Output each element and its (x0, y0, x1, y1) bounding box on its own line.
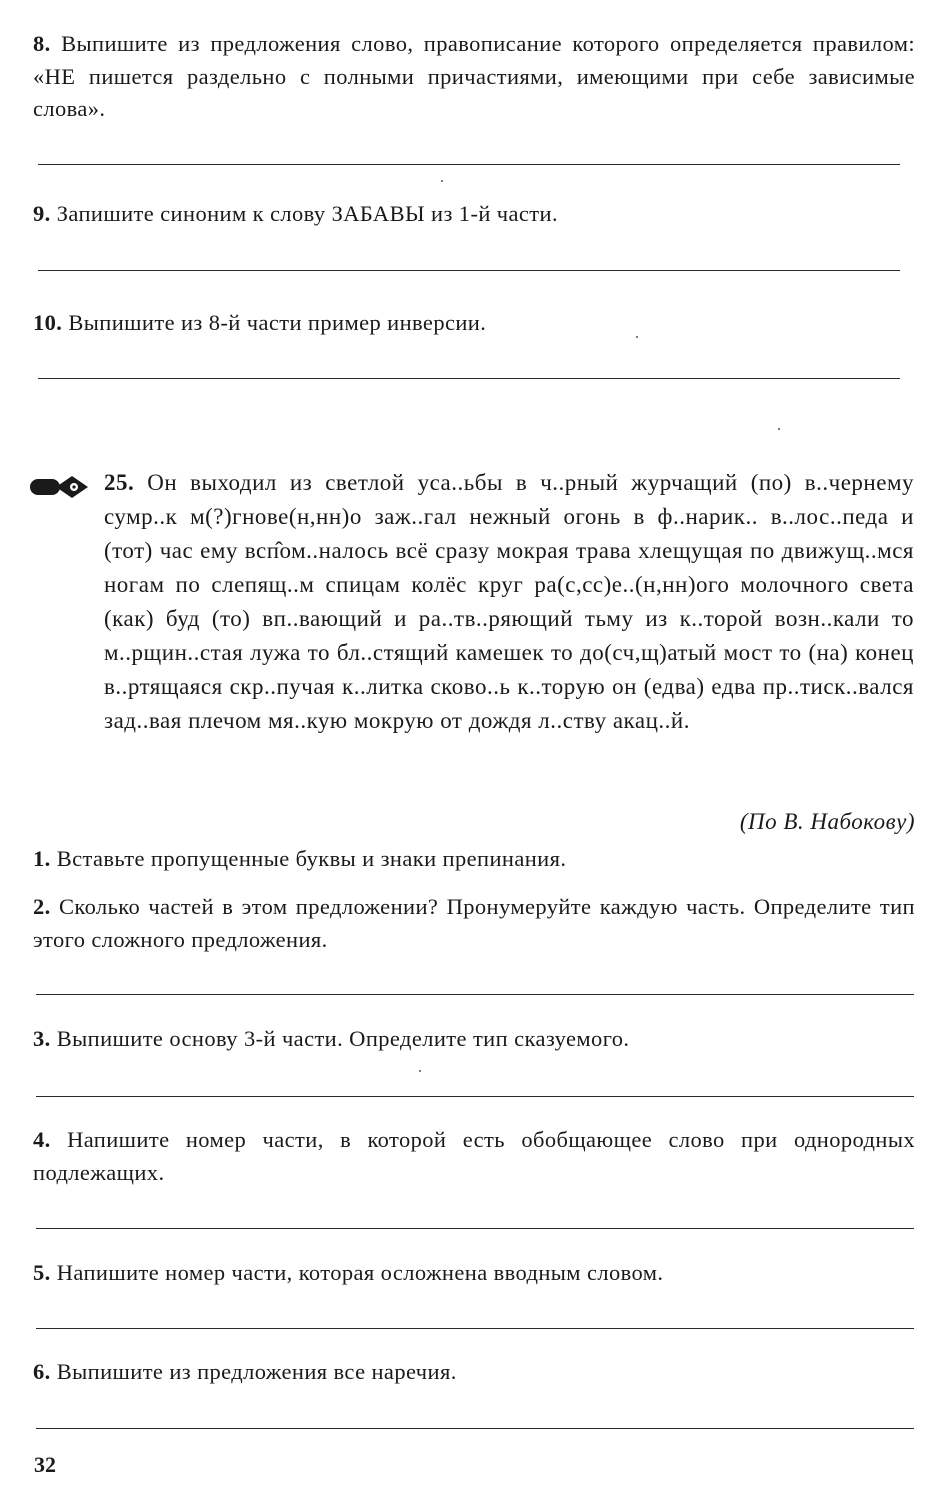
answer-line-task-5[interactable] (36, 1328, 914, 1329)
task-number: 5. (33, 1260, 51, 1285)
scan-speck (419, 1070, 421, 1072)
question-text: Выпишите из предложения слово, правописание которого определяется правилом: «НЕ пишется раздельно с полными причастиями, имеющими при себе зависимые слова». (33, 31, 915, 121)
task-text: Выпишите из предложения все наречия. (56, 1359, 457, 1384)
answer-line-task-3[interactable] (36, 1096, 914, 1097)
question-9 (33, 198, 915, 231)
task-2 (33, 891, 915, 956)
answer-line-8[interactable] (38, 164, 900, 165)
task-text: Напишите номер части, в которой есть обобщающее слово при однородных подлежащих. (33, 1127, 915, 1185)
page-number: 32 (34, 1452, 56, 1477)
scan-speck (441, 180, 443, 182)
scan-speck (778, 428, 780, 430)
task-text: Выпишите основу 3-й части. Определите тип сказуемого. (56, 1026, 630, 1051)
task-number: 2. (33, 894, 51, 919)
answer-line-task-6[interactable] (36, 1428, 914, 1429)
question-text: Выпишите из 8-й части пример инверсии. (68, 310, 487, 335)
exercise-number: 25. (104, 470, 135, 495)
task-4 (33, 1124, 915, 1189)
task-number: 3. (33, 1026, 51, 1051)
question-number: 8. (33, 31, 51, 56)
scan-speck (636, 336, 638, 338)
task-number: 6. (33, 1359, 51, 1384)
answer-line-task-4[interactable] (36, 1228, 914, 1229)
question-number: 10. (33, 310, 63, 335)
answer-line-10[interactable] (38, 378, 900, 379)
answer-line-task-2[interactable] (36, 994, 914, 995)
task-number: 1. (33, 846, 51, 871)
task-text: Вставьте пропущенные буквы и знаки препинания. (56, 846, 567, 871)
task-text: Напишите номер части, которая осложнена вводным словом. (56, 1260, 664, 1285)
pen-nib-marker-icon (28, 472, 94, 502)
question-text: Запишите синоним к слову ЗАБАВЫ из 1-й части. (56, 201, 558, 226)
task-1 (33, 843, 915, 876)
exercise-25 (104, 466, 914, 738)
question-number: 9. (33, 201, 51, 226)
task-6 (33, 1356, 915, 1389)
question-8 (33, 28, 915, 126)
exercise-text: Он выходил из светлой уса..ьбы в ч..рный журчащий (по) в..чернему сумр..к м(?)гнове(н,нн)о заж..гал нежный огонь в ф..нарик.. в..лос..педа и (тот) час ему всп̂ом..налось всё сразу мокрая трава хлещущая по движущ..мся ногам по слепящ..м спицам колёс круг ра(с,сс)е..(н,нн)ого молочного света (как) буд (то) вп..вающий и ра..тв..ряющий тьму из к..торой возн..кали то м..рщин..стая лужа то бл..стящий камешек то до(сч,щ)атый мост то (на) конец в..ртящаяся скр..пучая к..литка сково..ь к..торую он (едва) едва пр..тиск..вался зад..вая плечом мя..кую мокрую от дождя л..ству акац..й. (104, 470, 915, 733)
answer-line-9[interactable] (38, 270, 900, 271)
task-text: Сколько частей в этом предложении? Пронумеруйте каждую часть. Определите тип этого сложного предложения. (33, 894, 916, 952)
task-5 (33, 1257, 915, 1290)
exercise-source: (По В. Набокову) (739, 809, 915, 834)
question-10 (33, 307, 915, 340)
task-3 (33, 1023, 915, 1056)
task-number: 4. (33, 1127, 51, 1152)
